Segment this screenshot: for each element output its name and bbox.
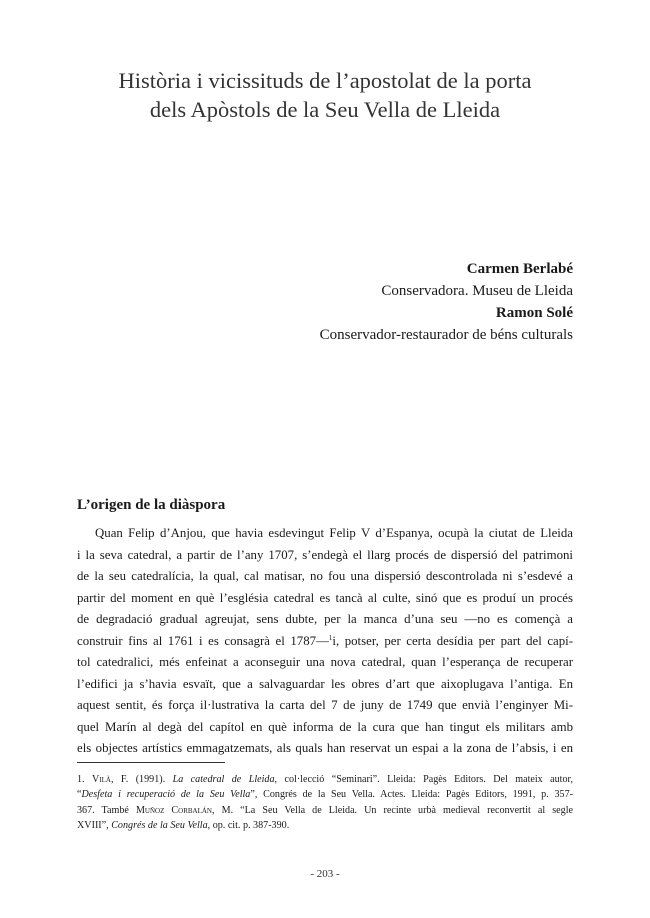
body-line: l’edifici ja s’havia esvaït, que a salvaguardar les obres d’art que aixoplugava l’antiga. En (77, 676, 573, 691)
body-line: de degradació gradual agreujat, sens dubte, per la manca d’una seu —no es començà a (77, 612, 573, 627)
page-number: - 203 - (310, 868, 340, 880)
footnote-text: , col·lecció “Seminari”. Lleida: Pagès Editors. Del mateix autor, (274, 774, 574, 785)
section-heading: L’origen de la diàspora (77, 497, 226, 513)
author-name-1: Carmen Berlabé (466, 261, 573, 277)
body-line: aquest sentit, és força il·lustrativa la carta del 7 de juny de 1749 que envià l’enginyer Mi- (77, 698, 573, 713)
author-block (320, 258, 573, 346)
footnote-text: 1. (77, 774, 93, 785)
footnote-text: , M. “La Seu Vella de Lleida. Un recinte urbà medieval reconvertit al segle (212, 804, 573, 816)
footnote-reference[interactable]: 1 (328, 633, 333, 642)
footnote-divider (77, 762, 225, 763)
body-line: i la seva catedral, a partir de l’any 1707, s’endegà el llarg procés de dispersió del patrimoni (77, 547, 573, 562)
footnote-text: , op. cit. p. 387-390. (207, 819, 290, 831)
footnote-work-title: Congrés de la Seu Vella (111, 819, 208, 831)
footnote-text: , F. (1991). (110, 774, 173, 785)
footnote-author: Vilà (92, 774, 111, 785)
body-line-part: i, potser, per certa desídia per part del capí- (332, 633, 573, 648)
body-line: partir del moment en què l’església catedral es tancà al culte, sinó que es produí un procés (77, 590, 573, 605)
body-paragraph (77, 523, 573, 760)
footnote-work-title: Desfeta i recuperació de la Seu Vella (81, 789, 251, 801)
footnote-text: ”, Congrés de la Seu Vella. Actes. Lleida: Pagès Editors, 1991, p. 357- (250, 789, 573, 801)
title-line-2: dels Apòstols de la Seu Vella de Lleida (149, 97, 501, 122)
author-role-1: Conservadora. Museu de Lleida (381, 283, 573, 299)
body-line: els objectes artístics emmagatzemats, als quals han reservat un espai a la zona de l’absis, i en (77, 741, 573, 756)
body-line: de la seu catedralícia, la qual, cal matisar, no fou una dispersió descontrolada ni s’esdevé a (77, 569, 573, 584)
footnote-author: Muñoz Corbalán (135, 804, 212, 816)
author-name-2: Ramon Solé (495, 305, 573, 321)
footnote-line (77, 787, 573, 802)
author-role-2: Conservador-restaurador de béns culturals (319, 327, 573, 343)
footnote-text: “ (77, 789, 82, 801)
footnote-text: 367. També (77, 804, 136, 816)
footnote (77, 772, 573, 833)
body-line: tol catedralici, més enfeinat a aconseguir una nova catedral, quan l’esperança de recuperar (77, 655, 573, 670)
footnote-line (77, 772, 573, 787)
footnote-text: XVIII”, (77, 819, 112, 831)
body-line: quel Marín al degà del capítol en què informa de la cura que han tingut els militars amb (77, 719, 573, 734)
body-line: Quan Felip d’Anjou, que havia esdevingut Felip V d’Espanya, ocupà la ciutat de Lleida (95, 526, 573, 540)
footnote-work-title: La catedral de Lleida (172, 774, 275, 785)
footnote-line (77, 803, 573, 818)
body-line-with-footnote (77, 631, 573, 653)
title-line-1: Història i vicissituds de l’apostolat de la porta (118, 68, 532, 93)
body-line-part: construir fins al 1761 i es consagrà el 1787— (77, 633, 329, 648)
footnote-line (77, 818, 573, 833)
article-title (60, 66, 590, 124)
